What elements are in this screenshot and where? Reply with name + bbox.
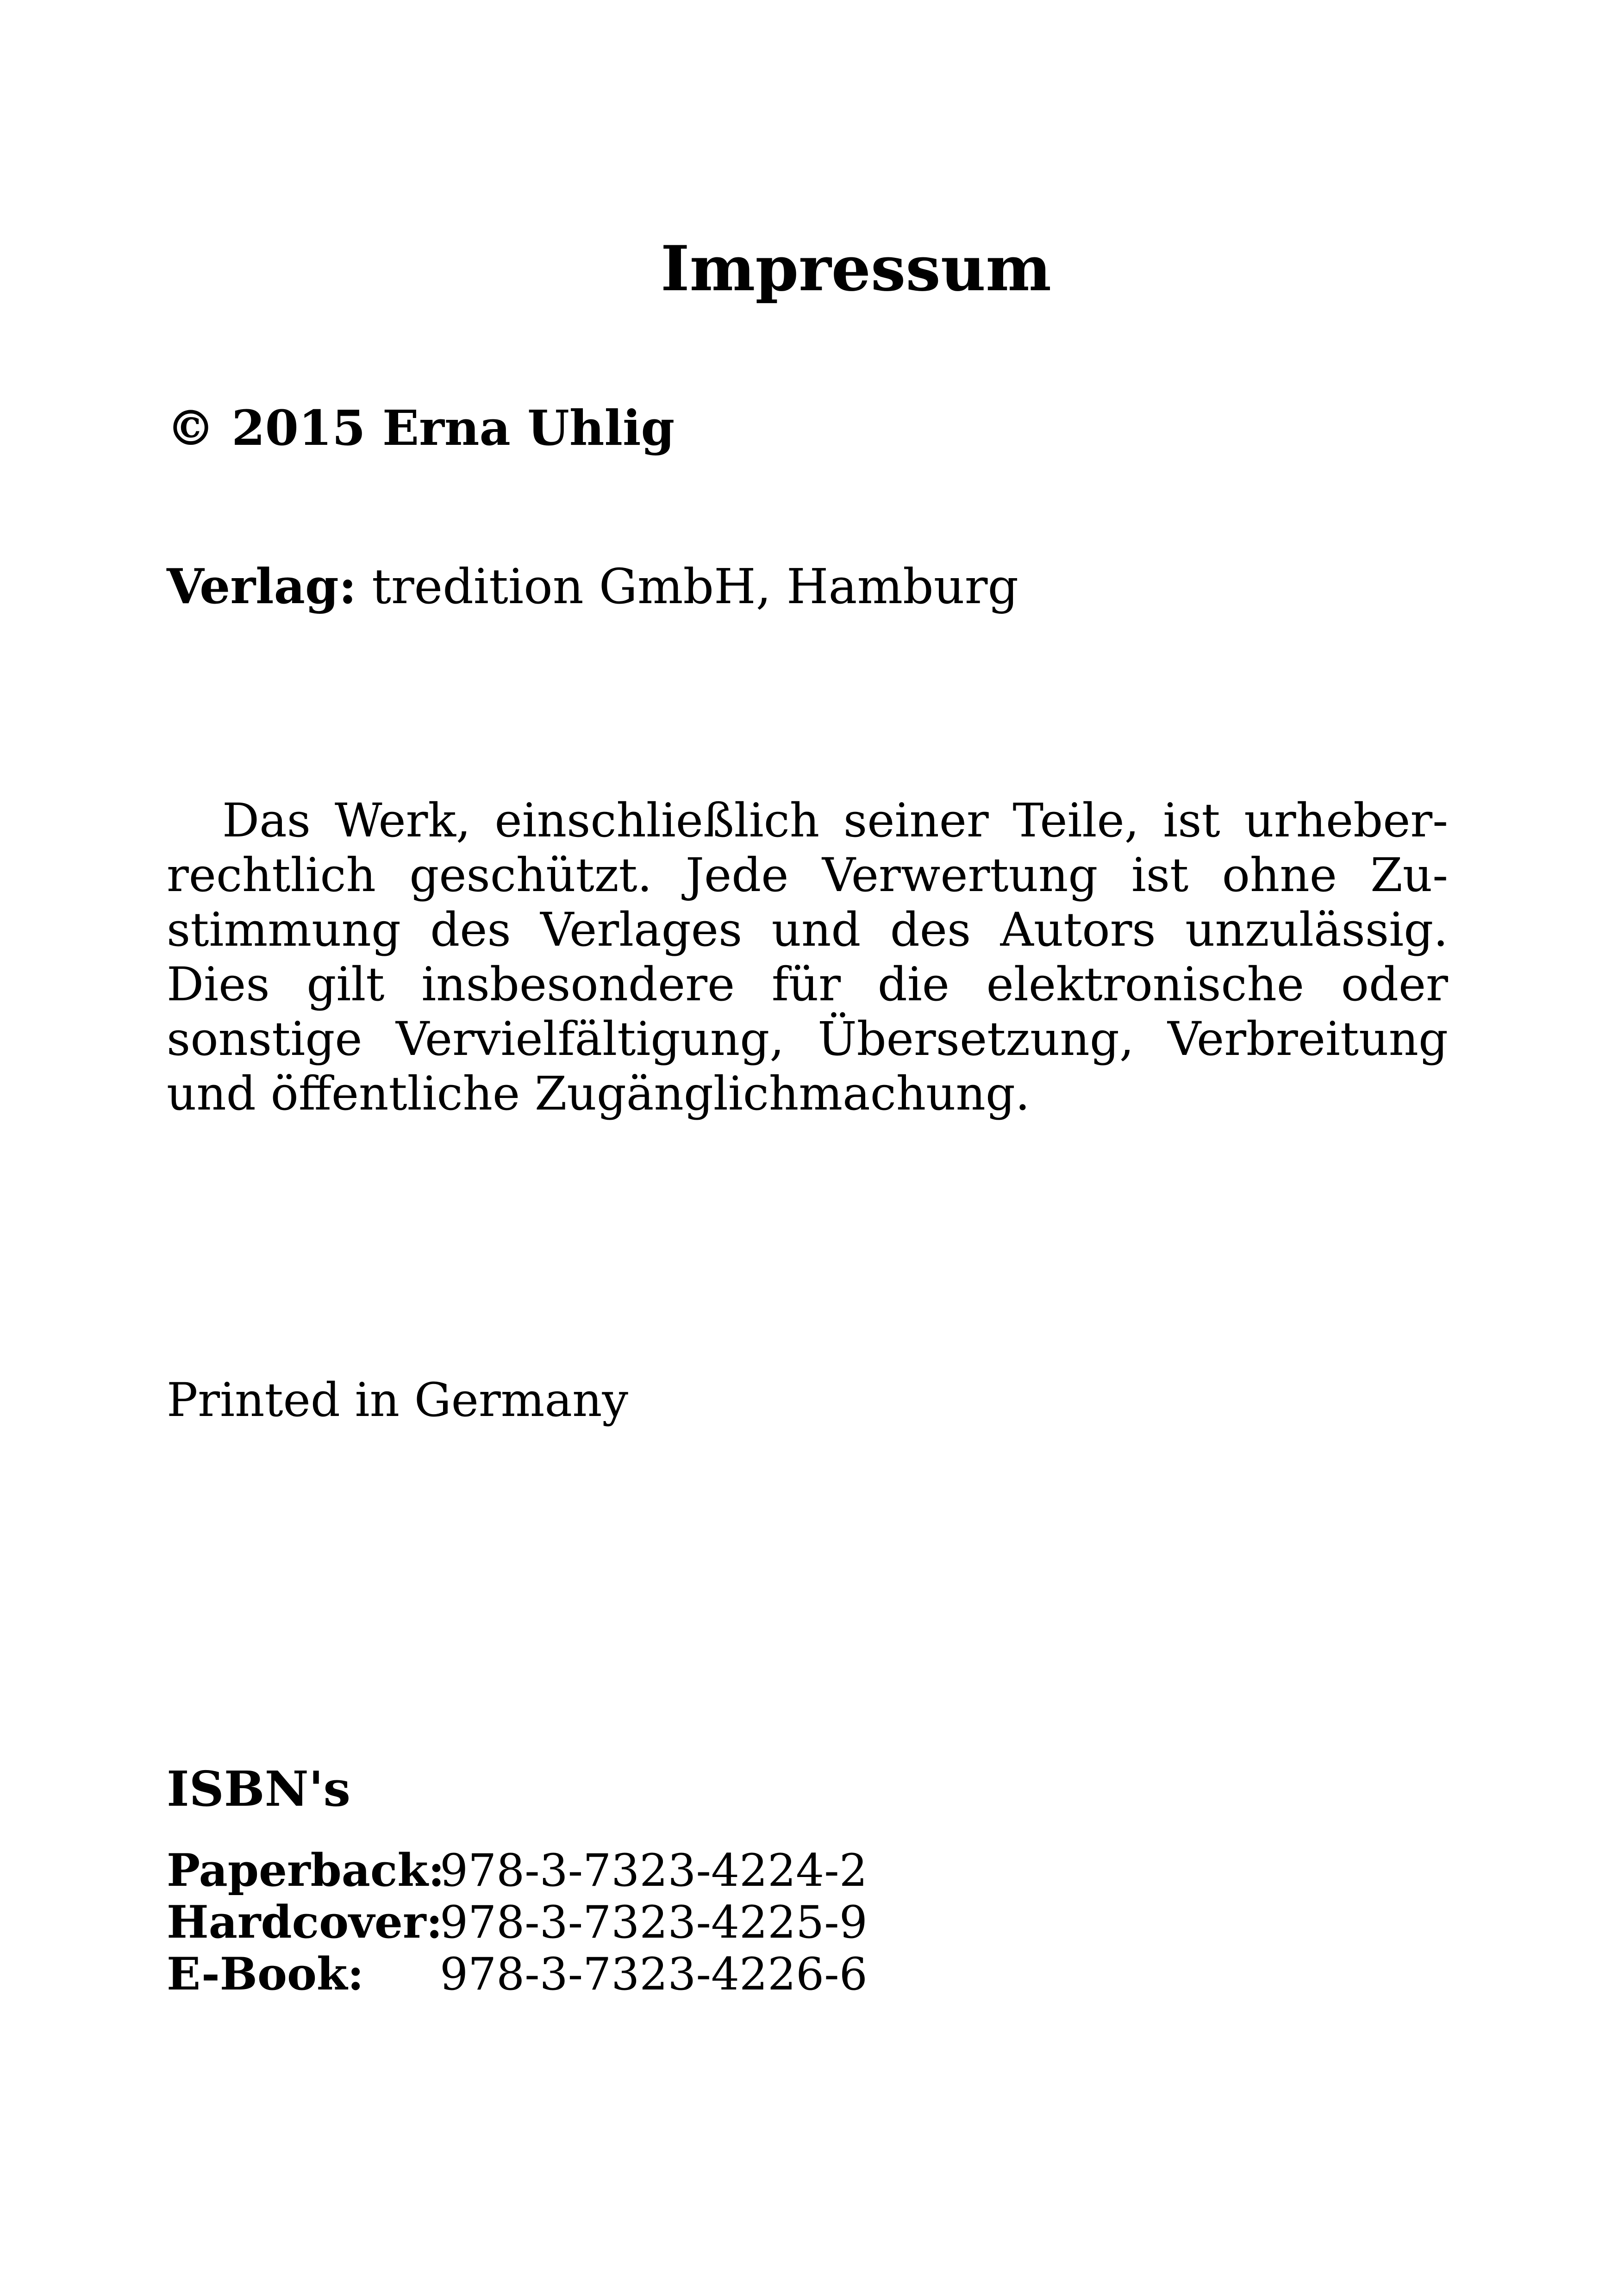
copyright-paragraph — [167, 793, 1448, 1121]
isbn-row-ebook — [167, 1948, 868, 2000]
copyright-notice: © 2015 Erna Uhlig — [167, 399, 675, 456]
isbn-value: 978-3-7323-4225-9 — [440, 1896, 868, 1948]
paragraph-line: Dies gilt insbesondere für die elektronische oder — [167, 957, 1448, 1011]
isbn-heading: ISBN's — [167, 1760, 351, 1817]
isbn-value: 978-3-7323-4224-2 — [440, 1845, 868, 1896]
page-title: Impressum — [660, 232, 1052, 305]
isbn-label: E-Book: — [167, 1948, 364, 2000]
publisher-label: Verlag: — [167, 558, 357, 615]
isbn-label: Paperback: — [167, 1844, 445, 1896]
paragraph-line: Das Werk, einschließlich seiner Teile, ist urheber- — [222, 793, 1448, 848]
isbn-label: Hardcover: — [167, 1896, 443, 1948]
isbn-list — [167, 1845, 868, 2000]
isbn-row-hardcover — [167, 1896, 868, 1948]
isbn-row-paperback — [167, 1845, 868, 1896]
paragraph-line: stimmung des Verlages und des Autors unzulässig. — [167, 903, 1448, 957]
printed-in-notice: Printed in Germany — [167, 1373, 629, 1427]
publisher-line — [167, 556, 1018, 617]
paragraph-line: und öffentliche Zugänglichmachung. — [167, 1066, 1030, 1121]
paragraph-line: rechtlich geschützt. Jede Verwertung ist ohne Zu- — [167, 848, 1448, 902]
isbn-value: 978-3-7323-4226-6 — [440, 1948, 868, 2000]
publisher-value: tredition GmbH, Hamburg — [372, 558, 1019, 615]
paragraph-line: sonstige Vervielfältigung, Übersetzung, Verbreitung — [167, 1012, 1448, 1066]
